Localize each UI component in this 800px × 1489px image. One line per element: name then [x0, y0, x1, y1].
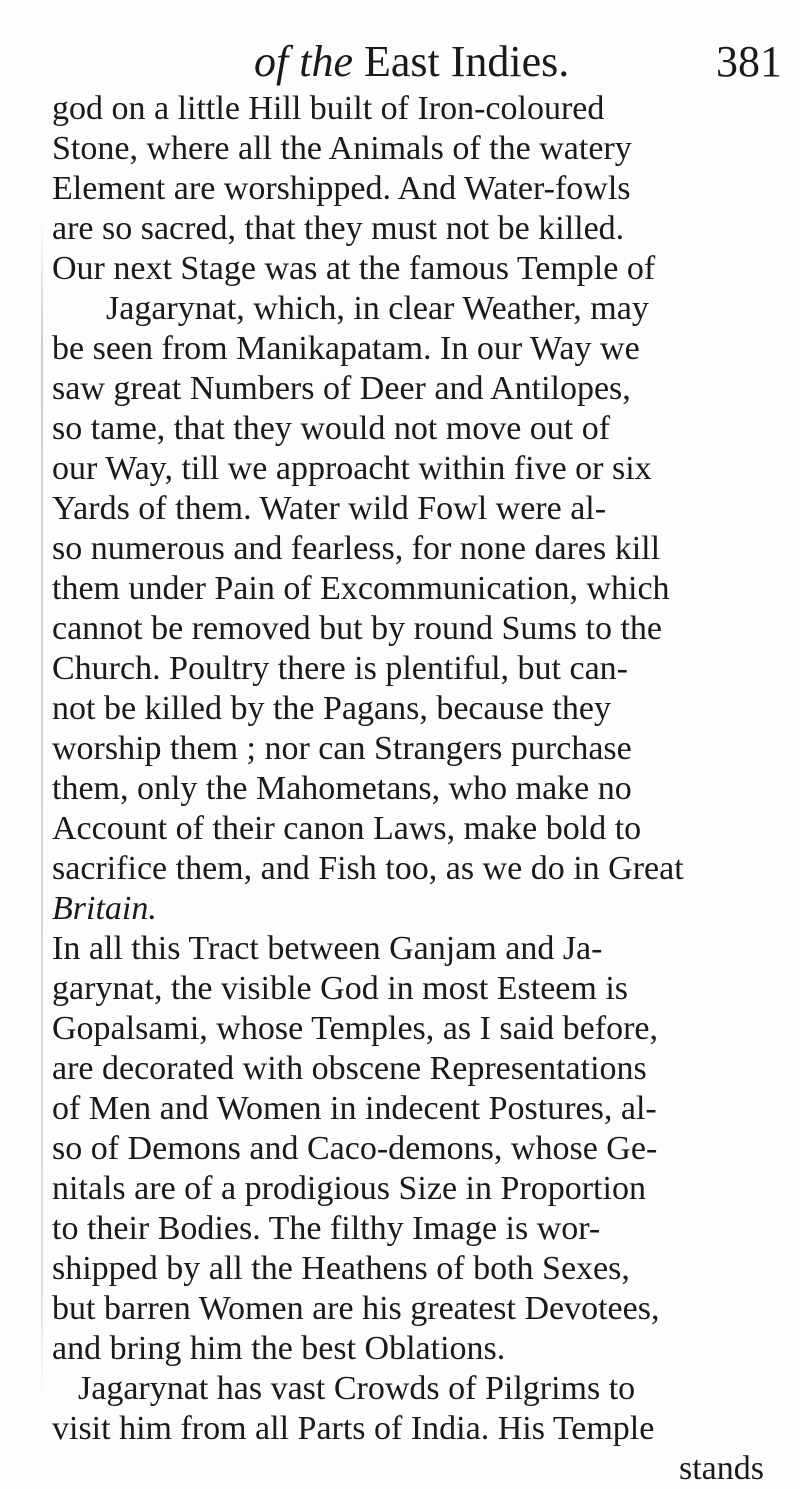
text-line: Jagarynat has vast Crowds of Pilgrims to: [78, 1370, 636, 1407]
text-line: not be killed by the Pagans, because they: [52, 690, 611, 727]
text-line: to their Bodies. The filthy Image is wor-: [52, 1210, 601, 1247]
page-gutter-shadow: [41, 220, 43, 1400]
text-line: garynat, the visible God in most Esteem is: [52, 970, 629, 1007]
text-line: Our next Stage was at the famous Temple of: [52, 250, 656, 287]
text-line: saw great Numbers of Deer and Antilopes,: [52, 370, 631, 407]
text-line: Jagarynat, which, in clear Weather, may: [106, 290, 649, 327]
text-line: and bring him the best Oblations.: [52, 1330, 506, 1367]
text-line: be seen from Manikapatam. In our Way we: [52, 330, 640, 367]
text-line: Yards of them. Water wild Fowl were al-: [52, 490, 607, 527]
running-title-prefix: of the: [254, 37, 353, 86]
text-line: them, only the Mahometans, who make no: [52, 770, 632, 807]
text-line: sacrifice them, and Fish too, as we do in Great: [52, 850, 684, 887]
text-line: worship them ; nor can Strangers purchase: [52, 730, 632, 767]
text-line: nitals are of a prodigious Size in Proportion: [52, 1170, 646, 1207]
catchword: stands: [679, 1450, 764, 1487]
text-line: are decorated with obscene Representations: [52, 1050, 647, 1087]
text-line: Stone, where all the Animals of the watery: [52, 130, 632, 167]
running-title: [254, 32, 569, 92]
text-line: Account of their canon Laws, make bold to: [52, 810, 642, 847]
text-line: so tame, that they would not move out of: [52, 410, 611, 447]
page-header: [0, 32, 800, 92]
text-line: so numerous and fearless, for none dares kill: [52, 530, 661, 567]
page-number: 381: [716, 37, 782, 86]
text-line: of Men and Women in indecent Postures, al-: [52, 1090, 657, 1127]
text-line: Gopalsami, whose Temples, as I said before,: [52, 1010, 659, 1047]
text-line: Britain.: [52, 890, 157, 927]
running-title-main: East Indies.: [363, 37, 570, 86]
text-line: shipped by all the Heathens of both Sexes,: [52, 1250, 630, 1287]
text-line: our Way, till we approacht within five or six: [52, 450, 652, 487]
body-text: [52, 89, 772, 1489]
text-line: them under Pain of Excommunication, which: [52, 570, 670, 607]
text-line: cannot be removed but by round Sums to the: [52, 610, 663, 647]
text-line: god on a little Hill built of Iron-coloured: [52, 90, 605, 127]
text-line: In all this Tract between Ganjam and Ja-: [52, 930, 603, 967]
text-line: are so sacred, that they must not be killed.: [52, 210, 625, 247]
text-line: but barren Women are his greatest Devotees,: [52, 1290, 660, 1327]
text-line: visit him from all Parts of India. His Temple: [52, 1410, 655, 1447]
text-line: Element are worshipped. And Water-fowls: [52, 170, 631, 207]
text-line: so of Demons and Caco-demons, whose Ge-: [52, 1130, 658, 1167]
text-line: Church. Poultry there is plentiful, but can-: [52, 650, 628, 687]
